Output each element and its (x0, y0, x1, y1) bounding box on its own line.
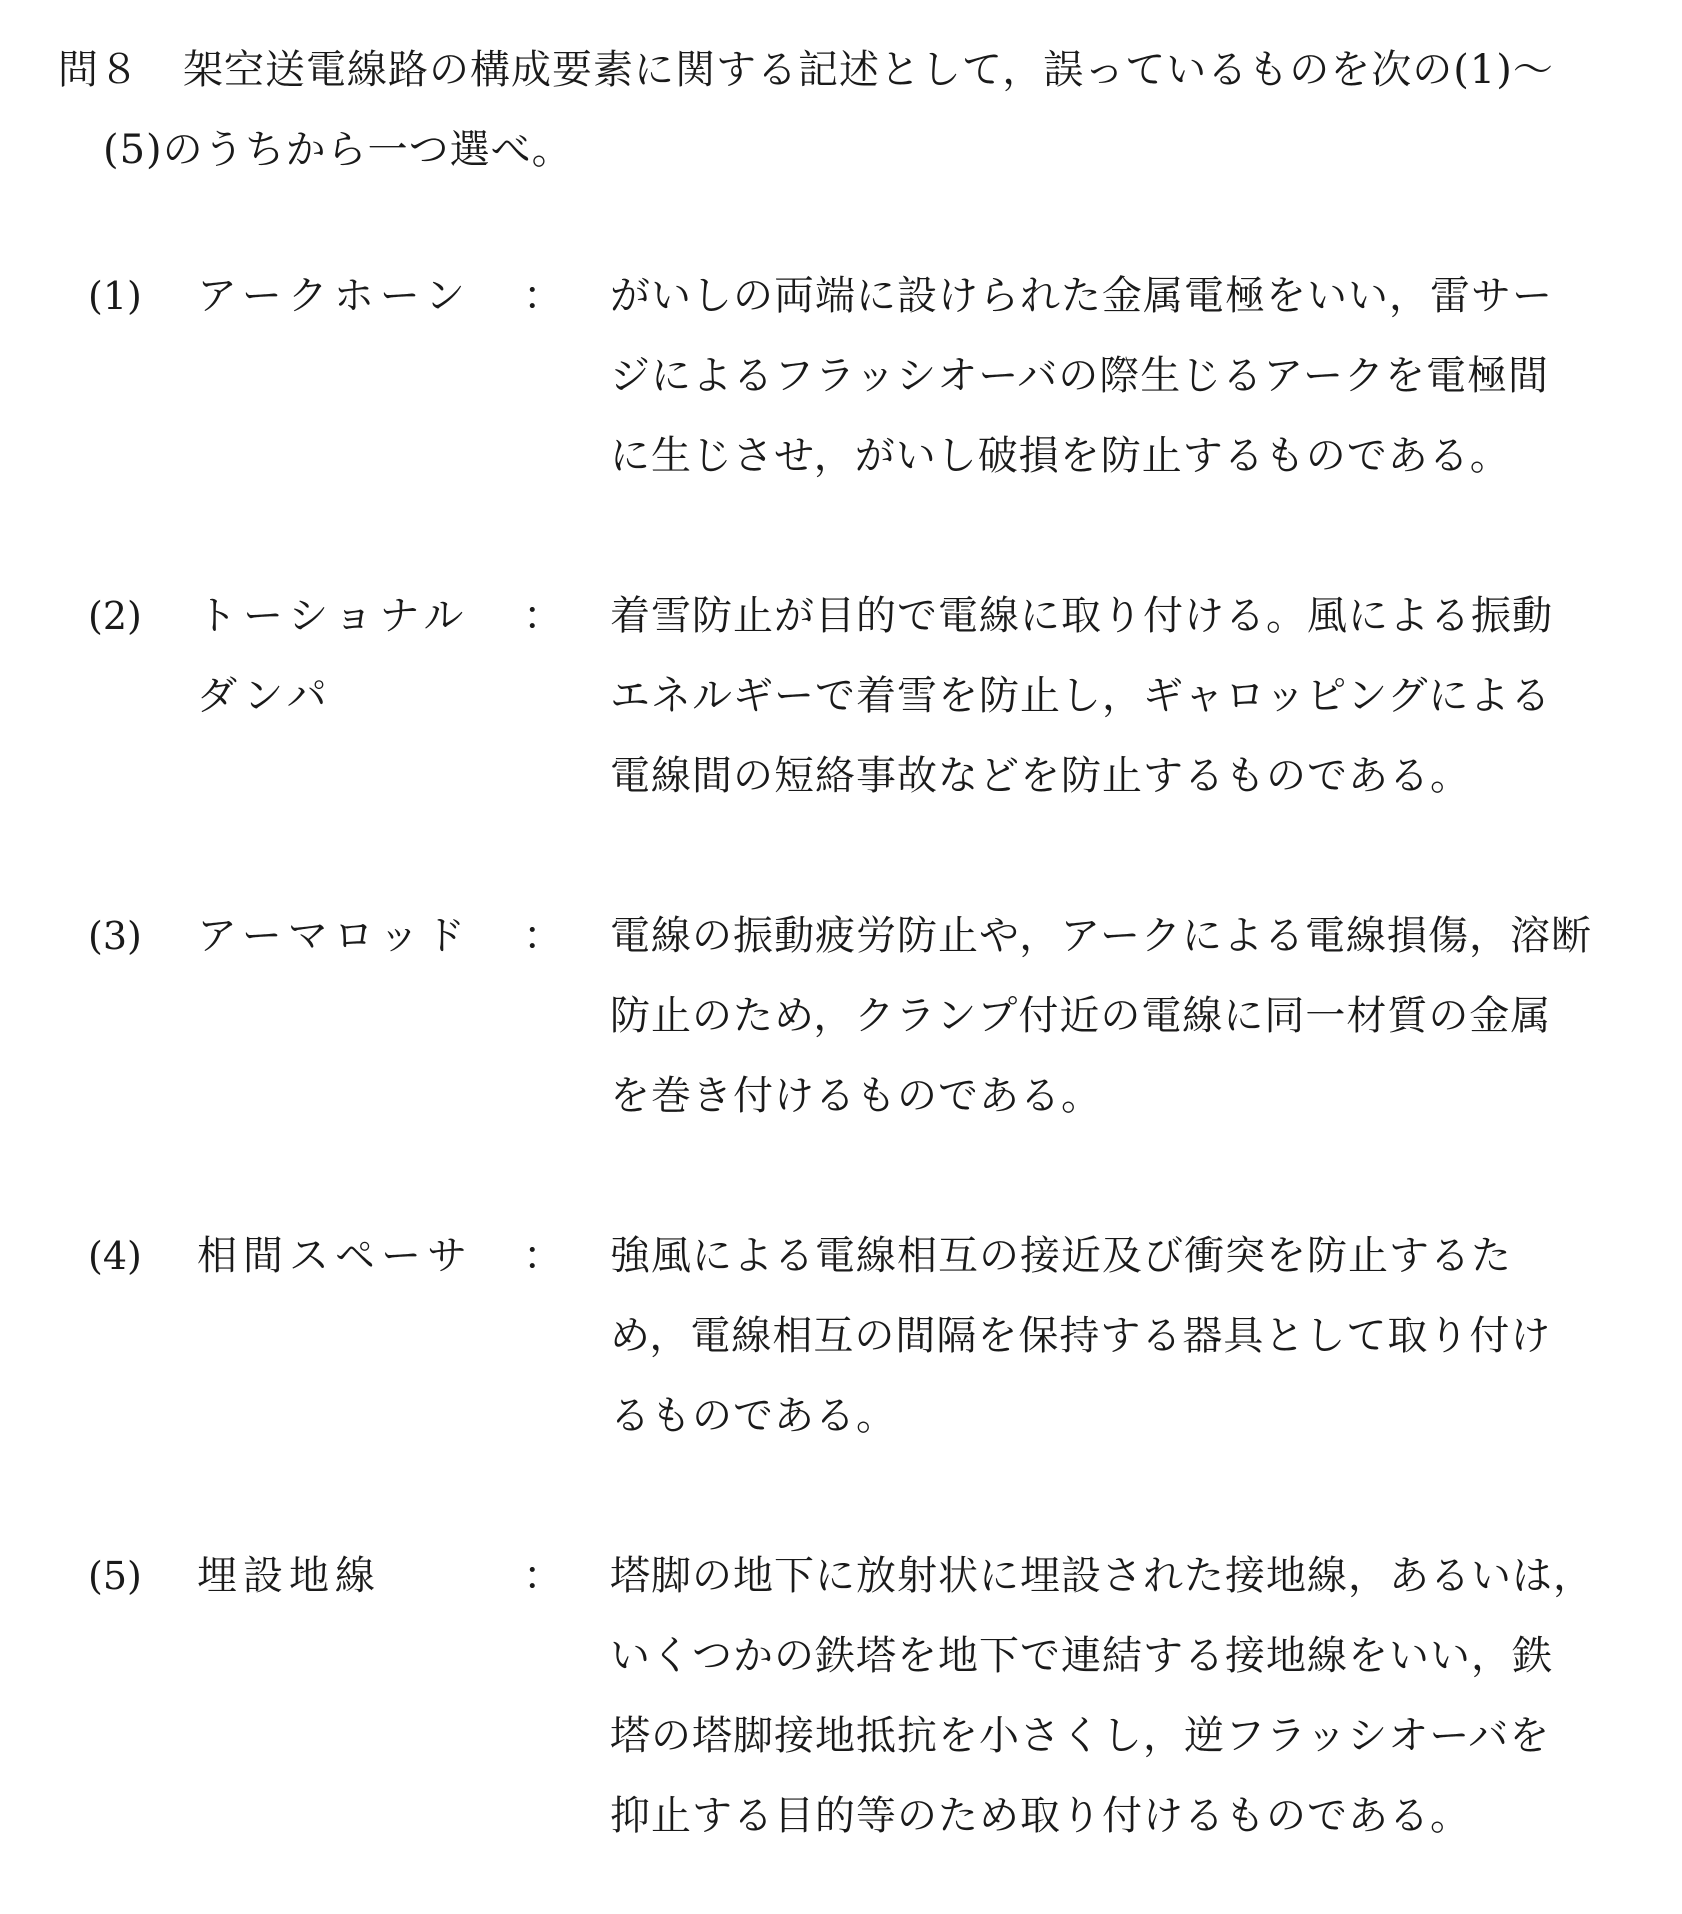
description-line: 抑止する目的等のため取り付けるものである。 (610, 1793, 1471, 1839)
choice-term-line: アークホーン (197, 273, 471, 319)
choice-number: (5) (88, 1554, 142, 1598)
description-line: エネルギーで着雪を防止し，ギャロッピングによる (610, 673, 1552, 719)
choice-number: (1) (88, 274, 142, 318)
description-line: 電線間の短絡事故などを防止するものである。 (610, 753, 1471, 799)
choice-number: (4) (88, 1234, 142, 1278)
choice-term (197, 896, 497, 976)
description-line: るものである。 (610, 1393, 897, 1439)
choice-colon: ： (523, 913, 563, 959)
description-line: ジによるフラッシオーバの際生じるアークを電極間 (610, 353, 1549, 399)
question-stem (58, 30, 1628, 190)
choice-term-line: アーマロッド (197, 913, 471, 959)
description-line: を巻き付けるものである。 (610, 1073, 1102, 1119)
choice-description (610, 1216, 1610, 1456)
description-line: 防止のため，クランプ付近の電線に同一材質の金属 (610, 993, 1552, 1039)
question-text-1: 架空送電線路の構成要素に関する記述として，誤っているものを次の(1)～ (183, 47, 1554, 93)
question-line-1 (58, 30, 1628, 110)
description-line: 塔脚の地下に放射状に埋設された接地線，あるいは， (610, 1553, 1594, 1599)
choice-colon: ： (523, 1553, 563, 1599)
description-line: がいしの両端に設けられた金属電極をいい，雷サー (610, 273, 1553, 319)
choice-number: (3) (88, 914, 142, 958)
description-line: め，電線相互の間隔を保持する器具として取り付け (610, 1313, 1552, 1359)
choice-term (197, 576, 497, 736)
description-line: 塔の塔脚接地抵抗を小さくし，逆フラッシオーバを (610, 1713, 1551, 1759)
choice-term (197, 256, 497, 336)
choice-term-line: 相間スペーサ (197, 1233, 473, 1279)
choice-description (610, 1536, 1610, 1856)
choice-colon: ： (523, 593, 563, 639)
description-line: 強風による電線相互の接近及び衝突を防止するた (610, 1233, 1512, 1279)
choice-term-line: ダンパ (197, 673, 333, 719)
choice-term (197, 1536, 497, 1616)
question-line-2: (5)のうちから一つ選べ。 (103, 127, 573, 173)
description-line: 着雪防止が目的で電線に取り付ける。風による振動 (610, 593, 1553, 639)
choice-colon: ： (523, 273, 563, 319)
choice-term-line: 埋設地線 (197, 1553, 381, 1599)
question-number: 問８ (58, 47, 140, 93)
description-line: 電線の振動疲労防止や，アークによる電線損傷，溶断 (610, 913, 1592, 959)
choice-description (610, 256, 1610, 496)
choice-description (610, 576, 1610, 816)
description-line: に生じさせ，がいし破損を防止するものである。 (610, 433, 1511, 479)
choice-colon: ： (523, 1233, 563, 1279)
choice-term (197, 1216, 497, 1296)
choice-description (610, 896, 1610, 1136)
choice-term-line: トーショナル (197, 593, 470, 639)
description-line: いくつかの鉄塔を地下で連結する接地線をいい，鉄 (610, 1633, 1553, 1679)
choice-number: (2) (88, 594, 142, 638)
